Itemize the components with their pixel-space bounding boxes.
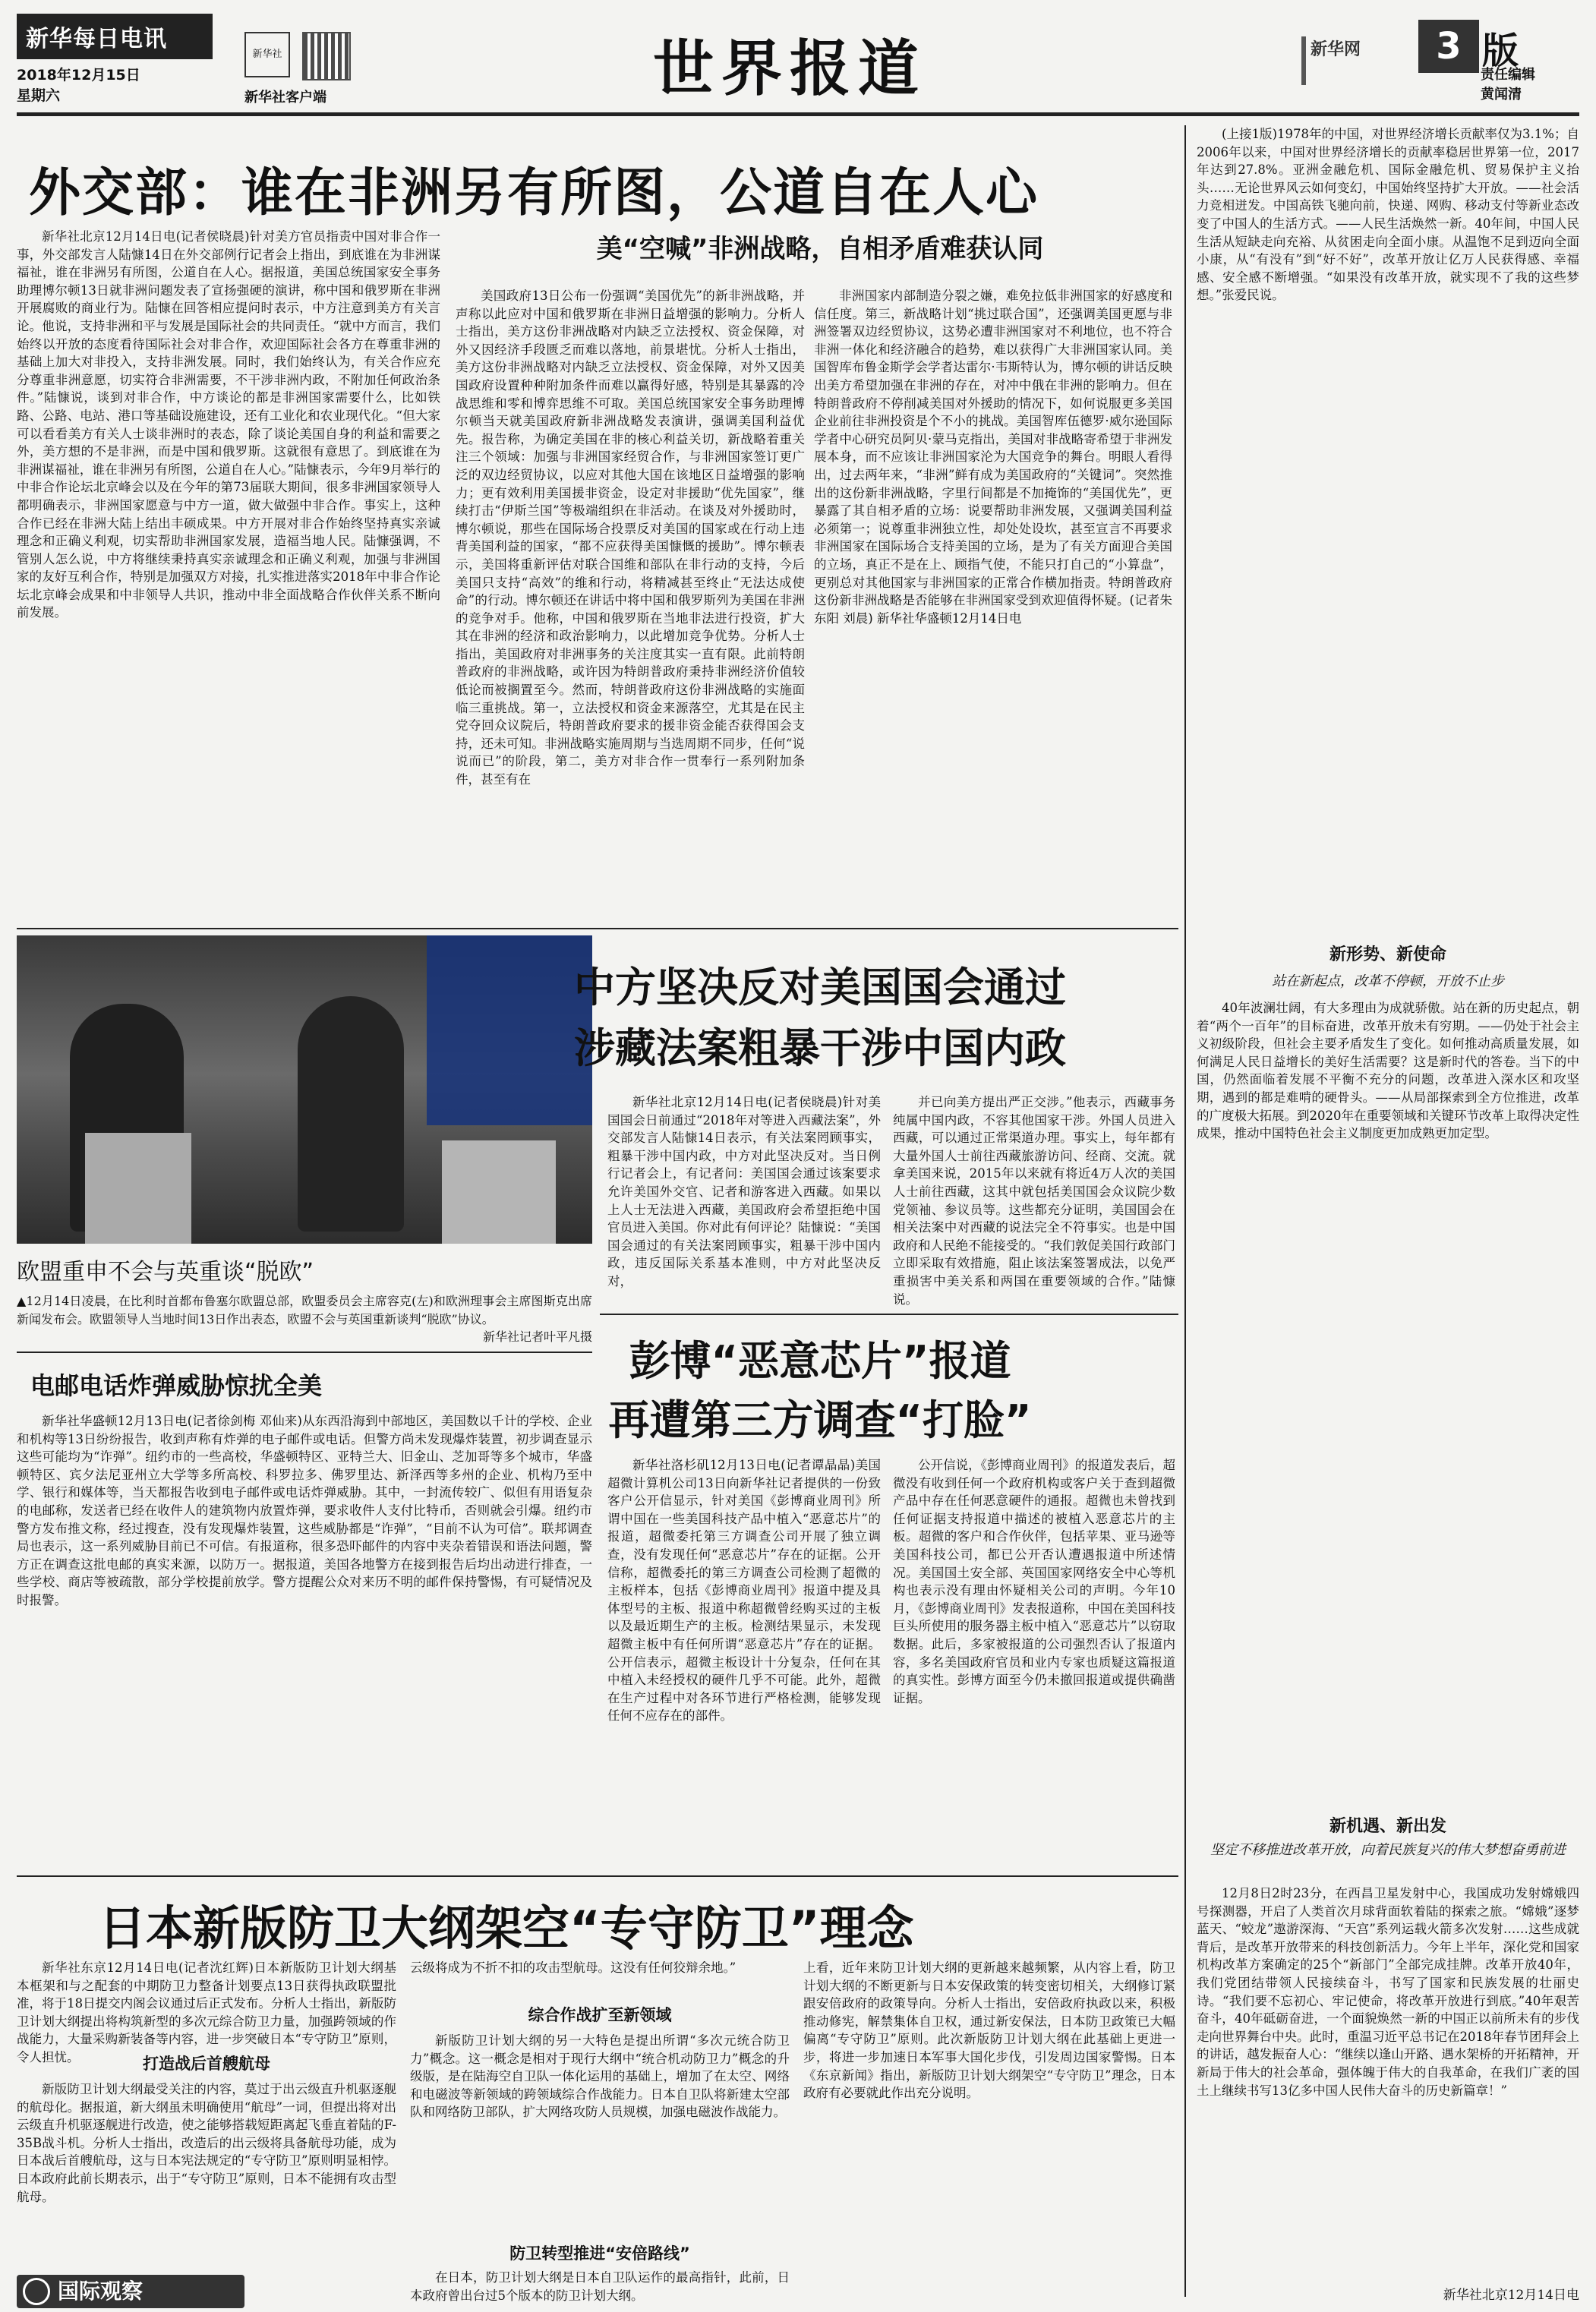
article-6-column-1c: 12月8日2时23分，在西昌卫星发射中心，我国成功发射嫦娥四号探测器，开启了人类首次月球背面软着陆的探索之旅。“嫦娥”逐梦蓝天、“蛟龙”遨游深海、“天宫”系列运载火箭多次发射……这些成就背后，是改革开放带来的科技创新活力。今年上半年，深化党和国家机构改革方案确定的25个“新部门”全部完成挂牌。改革开放40年，我们党团结带领人民接续奋斗，书写了国家和民族发展的壮丽史诗。“我们要不忘初心、牢记使命，将改革开放进行到底。”40年艰苦奋斗，40年砥砺奋进，一个面貌焕然一新的中国正以前所未有的步伐走向世界舞台中央。此时，重温习近平总书记在2018年春节团拜会上的讲话，越发振奋人心：“继续以逢山开路、遇水架桥的开拓精神，开新局于伟大的社会革命，强体魄于伟大的自我革命，在我们广袤的国土上继续书写13亿多中国人民伟大奋斗的历史新篇章！” xyxy=(1197,1886,1579,2098)
article-5-sub-2: 综合作战扩至新领域 xyxy=(528,2006,672,2024)
photo-caption: ▲12月14日凌晨，在比利时首都布鲁塞尔欧盟总部，欧盟委员会主席容克(左)和欧洲理事会主席图斯克出席新闻发布会。欧盟领导人当地时间13日作出表态，欧盟不会与英国重新谈判“脱欧”协议。 新华社记者叶平凡摄 xyxy=(17,1294,592,1345)
podium-right xyxy=(442,1140,556,1244)
article-5-column-2b: 新版防卫计划大纲的另一大特色是提出所谓“多次元统合防卫力”概念。这一概念是相对于现行大纲中“统合机动防卫力”概念的升级版，是在陆海空自卫队一体化运用的基础上，增加了在太空、网络和电磁波等新领域的跨领域综合作战能力。日本自卫队将新建太空部队和网络防卫部队，扩大网络攻防人员规模，加强电磁波作战能力。 xyxy=(410,2033,790,2120)
article-1-subheadline: 美“空喊”非洲战略，自相矛盾难获认同 xyxy=(596,234,1044,264)
divider-4 xyxy=(17,1875,1178,1877)
page-number-suffix: 版 xyxy=(1482,30,1519,72)
divider-1 xyxy=(17,928,1178,929)
international-observation-logo: 国际观察 xyxy=(17,2275,244,2308)
article-6-tail: 新华社北京12月14日电 xyxy=(1443,2288,1579,2303)
article-2-column-1: 新华社北京12月14日电(记者侯晓晨)针对美国国会日前通过“2018年对等进入西藏法案”，外交部发言人陆慷14日表示，有关法案罔顾事实，粗暴干涉中国内政，中方对此坚决反对。当日例行记者会上，有记者问：美国国会通过该案要求允许美国外交官、记者和游客进入西藏。如果以上人士无法进入西藏，美国政府会希望拒绝中国官员进入美国。你对此有何评论？陆慷说：“美国国会通过的有关法案罔顾事实，粗暴干涉中国内政，违反国际关系基本准则，中方对此坚决反对， xyxy=(607,1095,881,1288)
article-5-column-2: 云级将成为不折不扣的攻击型航母。这没有任何狡辩余地。” xyxy=(410,1960,736,1975)
article-4-column-2: 公开信说，《彭博商业周刊》的报道发表后，超微没有收到任何一个政府机构或客户关于查到超微产品中存在任何恶意硬件的通报。超微也未曾找到任何证据支持报道中描述的被植入恶意芯片的主板。超微的客户和合作伙伴，包括苹果、亚马逊等美国科技公司，都已公开否认遭遇报道中所述情况。美国国土安全部、英国国家网络安全中心等机构也表示没有理由怀疑相关公司的声明。今年10月，《彭博商业周刊》发表报道称，中国在美国科技巨头所使用的服务器主板中植入“恶意芯片”以窃取数据。此后，多家被报道的公司强烈否认了报道内容，多名美国政府官员和业内专家也质疑这篇报道的真实性。彭博方面至今仍未撤回报道或提供确凿证据。 xyxy=(893,1458,1175,1705)
qr-code-icon xyxy=(302,32,351,80)
article-1-column-2: 美国政府13日公布一份强调“美国优先”的新非洲战略，并声称以此应对中国和俄罗斯在非洲日益增强的影响力。分析人士指出，美方这份非洲战略对内缺乏立法授权、资金保障，对外又因经济手段匮乏而难以落地，前景堪忧。分析人士指出，美方这份非洲战略对内缺乏立法授权、资金保障，对外又因美国政府设置种种附加条件而难以赢得好感，特别是其暴露的冷战思维和零和博弈思维不可取。美国总统国家安全事务助理博尔顿当天就美国政府新非洲战略发表演讲，强调美国利益优先。报告称，为确定美国在非的核心利益关切，新战略着重关注三个领域：加强与非洲国家经贸合作，与非洲国家签订更广泛的双边经贸协议，以应对其他大国在该地区日益增强的影响力；更有效利用美国援非资金，设定对非援助“优先国家”，继续打击“伊斯兰国”等极端组织在非活动。在谈及对外援助时，博尔顿说，那些在国际场合投票反对美国的国家或在行动上违背美国利益的国家，“都不应获得美国慷慨的援助”。博尔顿表示，美国将重新评估对联合国维和部队在非行动的支持，今后美国只支持“高效”的维和行动，将精减甚至终止“无法达成使命”的行动。博尔顿还在讲话中将中国和俄罗斯列为美国在非洲的竞争对手。他称，中国和俄罗斯在当地非法进行投资，扩大其在非洲的经济和政治影响力，以此增加竞争优势。分析人士指出，美国政府对非洲事务的关注度其实一直有限。此前特朗普政府的非洲战略，或许因为特朗普政府秉持非洲经济价值较低论而被搁置至今。然而，特朗普政府这份非洲战略的实施面临三重挑战。第一，立法授权和资金来源落空，尤其是在民主党夺回众议院后，特朗普政府要求的援非资金能否获得国会支持，还未可知。非洲战略实施周期与当选周期不同步，任何“说说而已”的阶段，第二，美方对非合作一贯奉行一系列附加条件，甚至有在 xyxy=(456,289,805,787)
article-6-quote-1: 站在新起点，改革不停顿，开放不止步 xyxy=(1272,973,1504,989)
page-number: 3 xyxy=(1418,20,1479,73)
article-5-sub-3: 防卫转型推进“安倍路线” xyxy=(509,2244,690,2263)
article-4-headline-2: 再遭第三方调查“打脸” xyxy=(608,1396,1032,1444)
xinhua-logo-icon: 新华社 xyxy=(244,32,290,77)
article-2-headline-1: 中方坚决反对美国国会通过 xyxy=(574,964,1066,1011)
article-5-sub-1: 打造战后首艘航母 xyxy=(143,2055,270,2073)
article-4-headline-1: 彭博“恶意芯片”报道 xyxy=(629,1337,1011,1385)
article-2-column-2: 并已向美方提出严正交涉。”他表示，西藏事务纯属中国内政，不容其他国家干涉。外国人员进入西藏，可以通过正常渠道办理。事实上，每年都有大量外国人士前往西藏旅游访问、经商、交流。就拿美国来说，2015年以来就有将近4万人次的美国人士前往西藏，这其中就包括美国国会众议院少数党领袖、参议员等。这些都充分证明，美国国会在相关法案中对西藏的说法完全不符事实。也是中国政府和人民绝不能接受的。“我们敦促美国行政部门立即采取有效措施，阻止该法案签署成法，以免严重损害中美关系和两国在重要领域的合作。”陆慷说。 xyxy=(893,1095,1175,1307)
client-label: 新华社客户端 xyxy=(244,90,326,106)
article-6-column-1: (上接1版)1978年的中国，对世界经济增长贡献率仅为3.1%；自2006年以来，中国对世界经济增长的贡献率稳居世界第一位，2017年达到27.8%。亚洲金融危机、国际金融危机、贸易保护主义抬头……无论世界风云如何变幻，中国始终坚持扩大开放。——社会活力竞相迸发。中国高铁飞驰向前，快递、网购、移动支付等新业态改变了中国人的生活方式。——人民生活焕然一新。40年间，中国人民生活从短缺走向充裕、从贫困走向全面小康。从温饱不足到迈向全面小康，从“有没有”到“好不好”，改革开放让亿万人民获得感、幸福感、安全感不断增强。“如果没有改革开放，就实现不了我的这些梦想。”张爱民说。 xyxy=(1197,127,1579,303)
article-1-column-3: 非洲国家内部制造分裂之嫌，难免拉低非洲国家的好感度和信任度。第三，新战略计划“挑过联合国”，还强调美国更愿与非洲签署双边经贸协议，这势必遭非洲国家对不利地位，也不符合非洲一体化和经济融合的趋势，难以获得广大非洲国家认同。美国智库布鲁金斯学会学者达雷尔·韦斯特认为，博尔顿的讲话反映出美方希望加强在非洲的存在，对冲中俄在非洲的影响力。但在特朗普政府不停削减美国对外援助的情况下，如何说服更多美国企业前往非洲投资是个不小的挑战。美国智库伍德罗·威尔逊国际学者中心研究员阿贝·蒙马克指出，美国对非战略寄希望于非洲发展本身，而不应该让非洲国家沦为大国竞争的舞台。明眼人看得出，过去两年来，“非洲”鲜有成为美国政府的“关键词”。突然推出的这份新非洲战略，字里行间都是不加掩饰的“美国优先”，更暴露了其自相矛盾的立场：说要帮助非洲发展，又强调美国利益必须第一；说尊重非洲独立性，却处处设坎，甚至宣言不再要求非洲国家在国际场合支持美国的立场，是为了有关方面迎合美国的立场，真正不是在上、顾指气使，不能只打自己的“小算盘”，更别总对其他国家与非洲国家的正常合作横加指责。特朗普政府这份新非洲战略是否能够在非洲国家受到欢迎值得怀疑。(记者朱东阳 刘晨) 新华社华盛顿12月14日电 xyxy=(814,289,1172,626)
issue-date: 2018年12月15日 星期六 xyxy=(17,67,140,104)
article-2-headline-2: 涉藏法案粗暴干涉中国内政 xyxy=(574,1024,1066,1072)
article-6-sub-2: 新机遇、新出发 xyxy=(1329,1817,1446,1836)
newspaper-brand: 新华每日电讯 xyxy=(17,14,213,59)
article-6-sub-1: 新形势、新使命 xyxy=(1329,945,1446,964)
article-6-column-1b: 40年波澜壮阔，有大多理由为成就骄傲。站在新的历史起点，朝着“两个一百年”的目标奋进，改革开放未有穷期。——仍处于社会主义初级阶段，但社会主要矛盾发生了变化。如何推动高质量发展，如何满足人民日益增长的美好生活需要？这是新时代的答卷。当下的中国，仍然面临着发展不平衡不充分的问题，改革进入深水区和攻坚期，遇到的都是难啃的硬骨头。——从局部探索到全方位推进，改革的广度极大拓展。到2020年在重要领域和关键环节改革上取得决定性成果，推动中国特色社会主义制度更加成熟更加定型。 xyxy=(1197,1001,1579,1141)
article-5-column-1b: 新版防卫计划大纲最受关注的内容，莫过于出云级直升机驱逐舰的航母化。据报道，新大纲虽未明确使用“航母”一词，但提出将对出云级直升机驱逐舰进行改造，使之能够搭载短距离起飞垂直着陆的F-35B战斗机。分析人士指出，改造后的出云级将具备航母功能，成为日本战后首艘航母，这与日本宪法规定的“专守防卫”原则明显相悖。日本政府此前长期表示，出于“专守防卫”原则，日本不能拥有攻击型航母。 xyxy=(17,2082,396,2204)
article-4-column-1: 新华社洛杉矶12月13日电(记者谭晶晶)美国超微计算机公司13日向新华社记者提供的一份致客户公开信显示，针对美国《彭博商业周刊》所谓中国在一些美国科技产品中植入“恶意芯片”的报道，超微委托第三方调查公司开展了独立调查，没有发现任何“恶意芯片”存在的证据。公开信称，超微委托的第三方调查公司检测了超微的主板样本，包括《彭博商业周刊》报道中提及具体型号的主板、报道中称超微曾经购买过的主板以及最近期生产的主板。检测结果显示，未发现超微主板中有任何所谓“恶意芯片”存在的证据。公开信表示，超微主板设计十分复杂，任何在其中植入未经授权的硬件几乎不可能。此外，超微在生产过程中对各环节进行严格检测，能够发现任何不应存在的部件。 xyxy=(607,1458,881,1724)
article-1-headline: 外交部：谁在非洲另有所图，公道自在人心 xyxy=(29,163,1039,223)
article-1-column-1: 新华社北京12月14日电(记者侯晓晨)针对美方官员指责中国对非合作一事，外交部发言人陆慷14日在外交部例行记者会上指出，到底谁在为非洲谋福祉，谁在非洲另有所图，公道自在人心。据报道，美国总统国家安全事务助理博尔顿13日就非洲问题发表了宣扬强硬的演讲，称中国和俄罗斯在非洲开展腐败的商业行为。陆慷在回答相应提问时表示，中方注意到美方有关言论。他说，支持非洲和平与发展是国际社会的共同责任。“就中方而言，我们始终以开放的态度看待国际社会对非合作，欢迎国际社会各方在尊重非洲的基础上加大对非投入，支持非洲发展。同时，我们始终认为，有关合作应充分尊重非洲意愿，切实符合非洲需要，不干涉非洲内政，不附加任何政治条件。”陆慷说，谈到对非合作，中方谈论的都是非洲国家需要什么，比如铁路、公路、电站、港口等基础设施建设，还有工业化和农业现代化。“但大家可以看看美方有关人士谈非洲时的表态，除了谈论美国自身的利益和需要之外，美方想的不是非洲，而是中国和俄罗斯。这就很有意思了。到底谁在为非洲谋福祉，谁在非洲另有所图，公道自在人心。”陆慷表示，今年9月举行的中非合作论坛北京峰会以及在今年的第73届联大期间，很多非洲国家领导人都明确表示，非洲国家愿意与中方一道，做大做强中非合作。事实上，这种合作已经在非洲大陆上结出丰硕成果。中方开展对非合作始终坚持真实亲诚理念和正确义利观，切实帮助非洲国家发展，造福当地人民。陆慷强调，不管别人怎么说，中方将继续秉持真实亲诚理念和正确义利观，加强与非洲国家的友好互利合作，特别是加强双方对接，扎实推进落实2018年中非合作论坛北京峰会成果和中非领导人共识，推动中非全面战略合作伙伴关系不断向前发展。 xyxy=(17,229,440,620)
article-3-headline: 电邮电话炸弹威胁惊扰全美 xyxy=(30,1371,323,1400)
editor-credit: 责任编辑 黄闻清 xyxy=(1481,67,1535,103)
client-block xyxy=(244,32,326,106)
section-title: 世界报道 xyxy=(653,33,926,104)
right-column-divider xyxy=(1184,125,1186,2297)
article-5-headline: 日本新版防卫大纲架空“专守防卫”理念 xyxy=(99,1900,914,1956)
photo-headline: 欧盟重申不会与英重谈“脱欧” xyxy=(17,1259,314,1285)
article-3-body: 新华社华盛顿12月13日电(记者徐剑梅 邓仙来)从东西沿海到中部地区，美国数以千计的学校、企业和机构等13日纷纷报告，收到声称有炸弹的电子邮件或电话。但警方尚未发现爆炸装置，初步调查显示这些可能均为“诈弹”。纽约市的一些高校，华盛顿特区、亚特兰大、旧金山、芝加哥等多个城市，华盛顿特区、宾夕法尼亚州立大学等多所高校、科罗拉多、佛罗里达、新泽西等多州的企业、机构乃至中学、银行和媒体等，当天都报告收到电子邮件或电话炸弹威胁。其中，一封流传较广、似但有用语复杂的电邮称，发送者已经在收件人的建筑物内放置炸弹，要求收件人支付比特币，否则就会引爆。纽约市警方发布推文称，经过搜查，没有发现爆炸装置，这些威胁都是“诈弹”，“目前不认为可信”。联邦调查局也表示，这一系列威胁目前已不可信。有报道称，很多恐吓邮件的内容中夹杂着错误和语法问题，警方正在调查这批电邮的真实来源，以防万一。据报道，美国各地警方在接到报告后均出动进行排查，一些学校、商店等被疏散，部分学校提前放学。警方提醒公众对来历不明的邮件保持警惕，有可疑情况及时报警。 xyxy=(17,1414,592,1607)
article-5-column-1: 新华社东京12月14日电(记者沈红辉)日本新版防卫计划大纲基本框架和与之配套的中期防卫力整备计划要点13日获得执政联盟批准，将于18日提交内阁会议通过后正式发布。分析人士指出，新版防卫计划大纲提出将构筑新型的多次元综合防卫力量，加强跨领域的作战能力，大量采购新装备等内容，进一步突破日本“专守防卫”原则，令人担忧。 xyxy=(17,1960,396,2064)
masthead-rule xyxy=(17,112,1579,116)
divider-2 xyxy=(600,1314,1178,1315)
article-5-column-3: 上看，近年来防卫计划大纲的更新越来越频繁，从内容上看，防卫计划大纲的不断更新与日本安保政策的转变密切相关，大纲修订紧跟安倍政府的政策导向。分析人士指出，安倍政府执政以来，积极推动修宪，解禁集体自卫权，通过新安保法，日本防卫政策已大幅偏离“专守防卫”原则。此次新版防卫计划大纲在此基础上更进一步，将进一步加速日本军事大国化步伐，引发周边国家警惕。日本《东京新闻》指出，新版防卫计划大纲架空“专守防卫”理念，日本政府有必要就此作出充分说明。 xyxy=(803,1960,1175,2101)
masthead-left xyxy=(17,14,213,106)
news-logo: 新华网 xyxy=(1301,36,1380,85)
podium-left xyxy=(85,1133,191,1244)
globe-icon xyxy=(23,2278,50,2305)
person-right xyxy=(298,996,404,1232)
article-5-column-2c: 在日本，防卫计划大纲是日本自卫队运作的最高指针，此前，日本政府曾出台过5个版本的防卫计划大纲。 xyxy=(410,2270,790,2303)
article-6-quote-2: 坚定不移推进改革开放，向着民族复兴的伟大梦想奋勇前进 xyxy=(1210,1842,1566,1858)
